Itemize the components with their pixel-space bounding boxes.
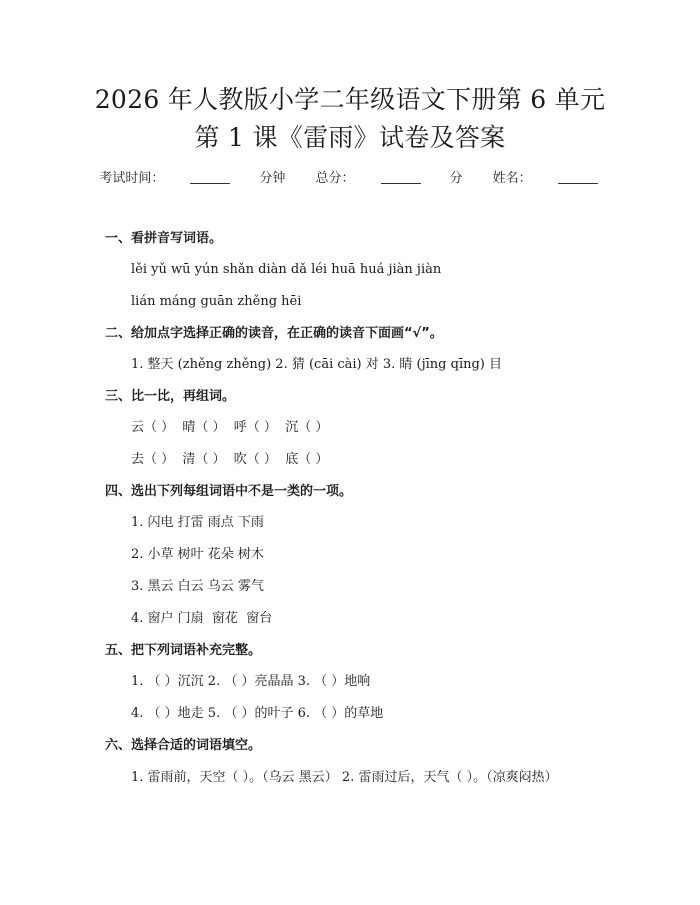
- section-5: [105, 641, 602, 736]
- score-field: [315, 171, 462, 186]
- section-heading: 一、看拼音写词语。: [105, 231, 223, 246]
- exam-meta: [0, 167, 700, 186]
- name-field: [493, 171, 601, 186]
- page-title-line2: 第 1 课《雷雨》试卷及答案: [194, 123, 506, 152]
- name-blank: [558, 171, 598, 184]
- section-heading: 六、选择合适的词语填空。: [105, 738, 262, 753]
- section-line: 2. 小草 树叶 花朵 树木: [131, 547, 264, 562]
- section-4: [105, 482, 602, 641]
- section-line: 去（ ） 清（ ） 吹（ ） 底（ ）: [131, 452, 329, 467]
- section-6: [105, 736, 602, 789]
- page-title-line1: 2026 年人教版小学二年级语文下册第 6 单元: [94, 85, 606, 114]
- time-blank: [190, 171, 230, 184]
- section-line: 1. 闪电 打雷 雨点 下雨: [131, 515, 264, 530]
- section-line: 1. 雷雨前，天空（ ）。（乌云 黑云） 2. 雷雨过后，天气（ ）。（凉爽闷热）: [131, 770, 558, 785]
- time-unit: 分钟: [259, 171, 286, 186]
- section-heading: 四、选出下列每组词语中不是一类的一项。: [105, 484, 353, 499]
- time-label: 考试时间：: [99, 171, 165, 186]
- section-line: lěi yǔ wū yún shǎn diàn dǎ léi huā huá jiàn jiàn: [131, 262, 442, 277]
- section-3: [105, 387, 602, 482]
- time-field: [99, 171, 285, 186]
- score-blank: [381, 171, 421, 184]
- section-heading: 五、把下列词语补充完整。: [105, 643, 262, 658]
- section-1: [105, 229, 602, 324]
- exam-content: [105, 229, 602, 789]
- score-unit: 分: [449, 171, 463, 186]
- section-heading: 二、给加点字选择正确的读音，在正确的读音下面画“√”。: [105, 326, 443, 341]
- section-line: 1. 整天 (zhěng zhěng) 2. 猜 (cāi cài) 对 3. 睛 (jīng qīng) 目: [131, 357, 503, 372]
- section-line: 3. 黑云 白云 乌云 雾气: [131, 579, 264, 594]
- score-label: 总分：: [315, 171, 355, 186]
- section-line: 云（ ） 晴（ ） 呼（ ） 沉（ ）: [131, 420, 329, 435]
- section-line: 1. （ ）沉沉 2. （ ）亮晶晶 3. （ ）地响: [131, 674, 371, 689]
- name-label: 姓名：: [492, 171, 532, 186]
- section-line: lián máng guān zhěng hēi: [131, 294, 302, 309]
- section-2: [105, 324, 602, 387]
- section-heading: 三、比一比，再组词。: [105, 389, 236, 404]
- section-line: 4. 窗户 门扇 窗花 窗台: [131, 611, 273, 626]
- section-line: 4. （ ）地走 5. （ ）的叶子 6. （ ）的草地: [131, 706, 384, 721]
